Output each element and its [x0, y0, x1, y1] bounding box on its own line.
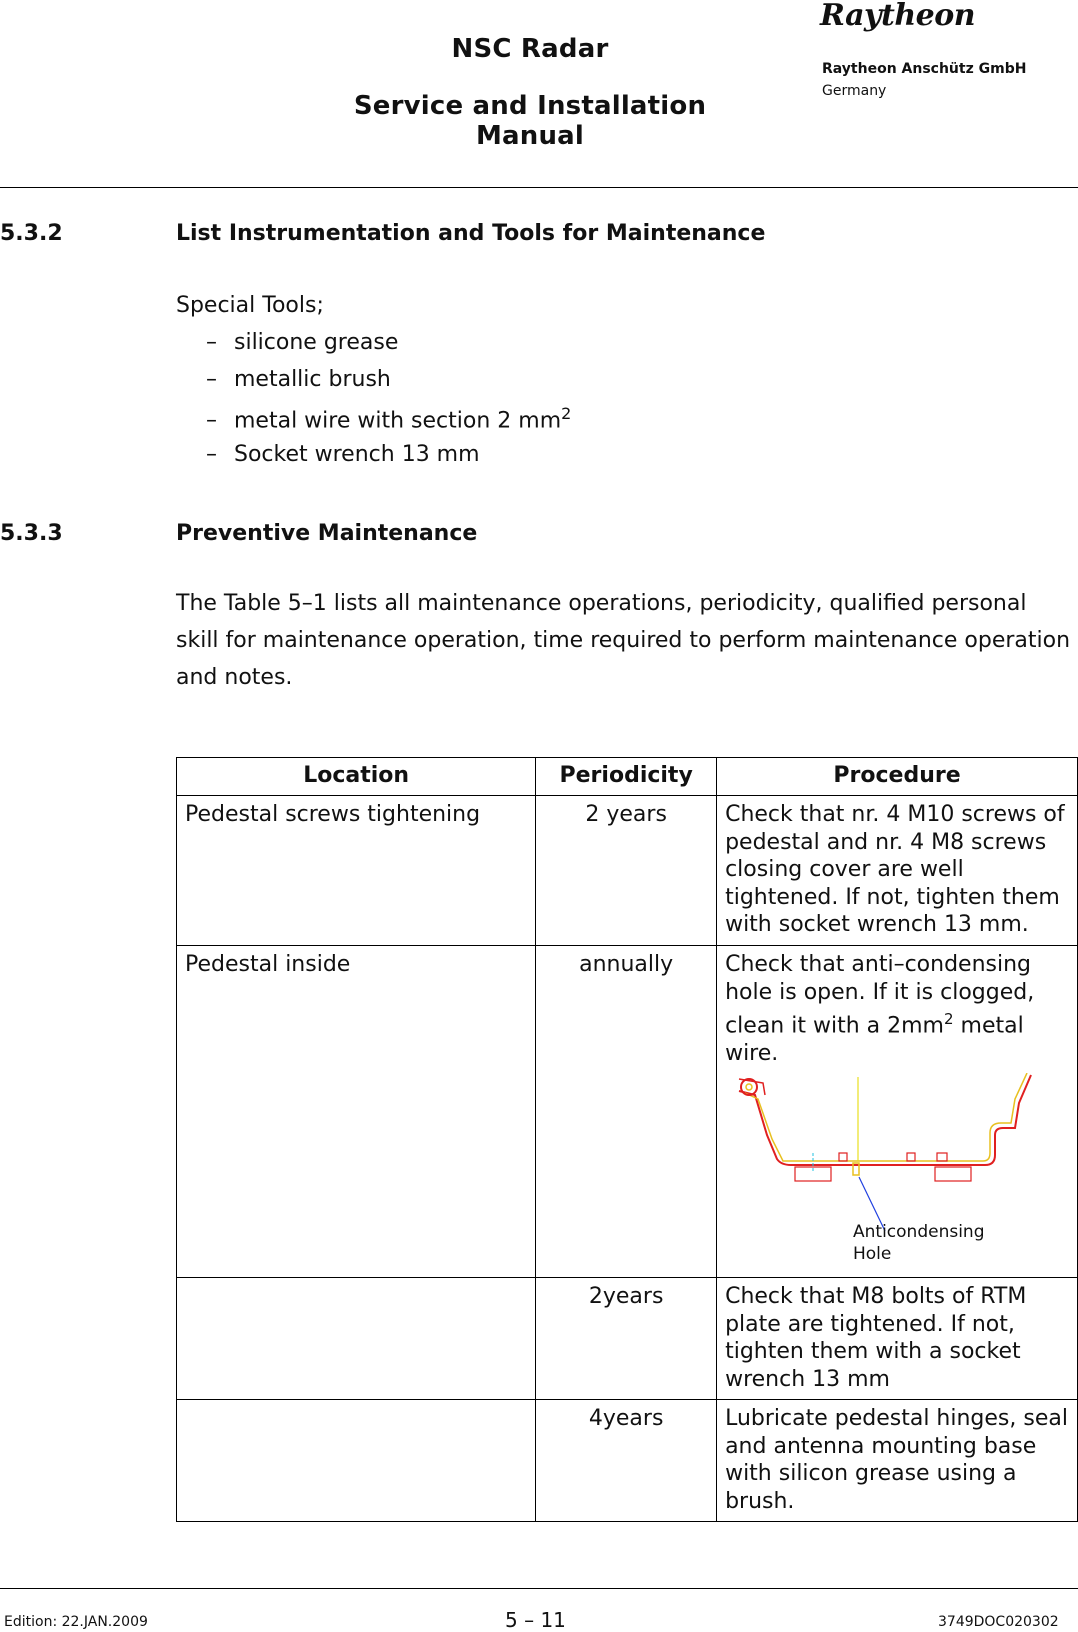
section-number: 5.3.2 [0, 221, 63, 246]
column-header-periodicity: Periodicity [536, 758, 717, 796]
header-divider [0, 187, 1078, 188]
table-row [177, 1400, 1078, 1522]
location-cell: Pedestal inside [177, 946, 536, 1278]
table-header-row [177, 758, 1078, 796]
tool-item: – metallic brush [206, 367, 391, 392]
table-row [177, 796, 1078, 946]
manual-title-line-1: NSC Radar [451, 34, 609, 64]
location-cell [177, 1400, 536, 1522]
tool-item: – metal wire with section 2 $mm^2$ [206, 404, 572, 434]
periodicity-cell: 2years [536, 1278, 717, 1400]
section-title: Preventive Maintenance [176, 521, 478, 546]
table-row [177, 946, 1078, 1278]
procedure-cell: Lubricate pedestal hinges, seal and antenna mounting base with silicon grease using a brush. [717, 1400, 1078, 1522]
company-name: Raytheon Anschütz GmbH [822, 61, 1027, 77]
manual-title-line-2: Service and Installation Manual [353, 91, 707, 151]
procedure-cell: Check that anti–condensing hole is open. If it is clogged, clean it with a $2mm^2$ metal wire. Anticondensing Hole [717, 946, 1078, 1278]
table-row [177, 1278, 1078, 1400]
tool-item: – silicone grease [206, 330, 399, 355]
periodicity-cell: 4years [536, 1400, 717, 1522]
document-id: 3749DOC020302 [938, 1614, 1059, 1630]
tool-item: – Socket wrench 13 mm [206, 442, 480, 467]
maintenance-table [176, 757, 1078, 1522]
raytheon-logo: Raytheon [820, 0, 976, 33]
page-number: 5 – 11 [505, 1608, 566, 1632]
edition-date: Edition: 22.JAN.2009 [4, 1614, 148, 1630]
footer-divider [0, 1588, 1078, 1589]
section-title: List Instrumentation and Tools for Maintenance [176, 221, 766, 246]
pedestal-cross-section-diagram [725, 1073, 1045, 1269]
diagram-label: Anticondensing [853, 1222, 985, 1243]
column-header-procedure: Procedure [717, 758, 1078, 796]
procedure-cell: Check that M8 bolts of RTM plate are tightened. If not, tighten them with a socket wrench 13 mm [717, 1278, 1078, 1400]
preventive-maintenance-text: The Table 5–1 lists all maintenance operations, periodicity, qualified personal skill for maintenance operation, time required to perform maintenance operation and notes. [176, 591, 1071, 690]
section-number: 5.3.3 [0, 521, 63, 546]
special-tools-label: Special Tools; [176, 293, 324, 318]
diagram-label: Hole [853, 1244, 892, 1265]
procedure-cell: Check that nr. 4 M10 screws of pedestal and nr. 4 M8 screws closing cover are well tightened. If not, tighten them with socket wrench 13 mm. [717, 796, 1078, 946]
location-cell [177, 1278, 536, 1400]
periodicity-cell: 2 years [536, 796, 717, 946]
location-cell: Pedestal screws tightening [177, 796, 536, 946]
periodicity-cell: annually [536, 946, 717, 1278]
column-header-location: Location [177, 758, 536, 796]
company-country: Germany [822, 83, 887, 99]
